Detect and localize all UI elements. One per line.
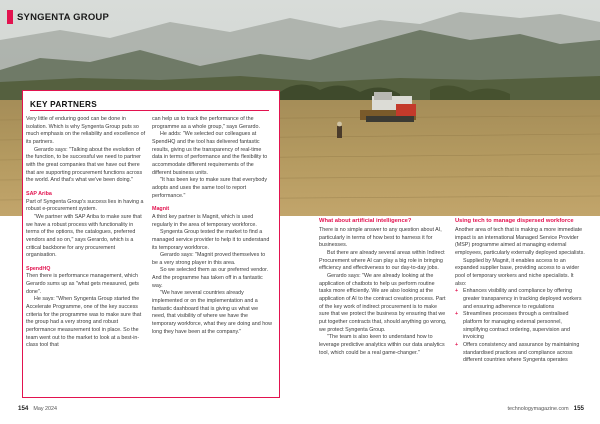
tech-section-heading: Using tech to manage dispersed workforce bbox=[455, 218, 574, 224]
paragraph: Another area of tech that is making a more immediate impact is an international Managed Service Provider (MSP) programme aimed at managing external employees, particularly externally deployed specialists. bbox=[455, 227, 585, 256]
ai-section-heading: What about artificial intelligence? bbox=[319, 218, 412, 224]
key-partners-column-1 bbox=[26, 116, 146, 350]
footer-right bbox=[508, 405, 584, 412]
paragraph: Gerardo says: "Talking about the evolution of the function, to be successful we need to partner with the great companies that we have out there that are supporting procurement functions across the world. And that's what we've been doing." bbox=[26, 146, 143, 184]
paragraph: A third key partner is Magnit, which is used regularly in the area of temporary workforce. bbox=[152, 213, 257, 228]
paragraph: Supplied by Magnit, it enables access to an expanded supplier base, providing access to a wider pool of temporary workers and niche specialists. It also: bbox=[455, 257, 580, 287]
key-partners-column-2 bbox=[152, 116, 272, 336]
key-partners-title: KEY PARTNERS bbox=[30, 100, 97, 109]
tech-section-column bbox=[455, 227, 585, 365]
subheading-spendhq: SpendHQ bbox=[26, 265, 51, 272]
paragraph: Then there is performance management, which Gerardo sums up as "what gets measured, gets done". bbox=[26, 273, 139, 295]
paragraph: He says: "When Syngenta Group started the Accelerate Programme, one of the key success criteria for the programme was to make sure that the group had a very strong and robust performance measurement tool in place. So the team went out to the market to look at a best-in-class tool that bbox=[26, 296, 142, 349]
paragraph: There is no simple answer to any question about AI, particularly in terms of how best to harness it for businesses. bbox=[319, 227, 442, 249]
subheading-magnit: Magnit bbox=[152, 206, 170, 213]
paragraph: can help us to track the performance of the programme as a whole group," says Gerardo. bbox=[152, 116, 260, 130]
footer-left bbox=[18, 405, 57, 412]
paragraph: Gerardo says: "Magnit proved themselves to be a very strong player in this area. bbox=[152, 252, 266, 266]
list-item: + Streamlines processes through a centralised platform for managing external personnel, simplifying contract ordering, supervision and invoicing bbox=[455, 311, 585, 342]
page-number-right: 155 bbox=[573, 405, 584, 412]
paragraph: Syngenta Group tested the market to find a managed service provider to help it to understand its temporary workforce. bbox=[152, 229, 270, 251]
subheading-sap-ariba: SAP Ariba bbox=[26, 190, 52, 197]
brand-accent-bar bbox=[7, 10, 13, 24]
paragraph: Gerardo says: "We are already looking at the application of chatbots to help us perform routine tasks more efficiently. We are also looking at the application of AI to the contract creation process. Part of the key work of indirect procurement is to make sure that we protect the business by ensuring that we put together contracts that, should anything go wrong, we protect Syngenta Group. bbox=[319, 272, 447, 333]
paragraph: Part of Syngenta Group's success lies in having a robust e-procurement system. bbox=[26, 198, 144, 213]
site-link[interactable]: technologymagazine.com bbox=[507, 406, 569, 412]
page-number-left: 154 bbox=[18, 405, 29, 412]
benefits-list bbox=[455, 288, 585, 365]
paragraph: "We have several countries already implemented or on the implementation and a fantastic dashboard that is giving us what we need, that visibility of where we have the temporary workforce, what they are doing and how long they have been at the company." bbox=[152, 290, 272, 335]
ai-section-column bbox=[319, 227, 447, 357]
list-item: + Offers consistency and assurance by maintaining standardised practices and compliance across different countries where Syngenta operates bbox=[455, 342, 585, 365]
issue-date: May 2024 bbox=[33, 406, 58, 412]
paragraph: So we selected them as our preferred vendor. And the programme has taken off in a fantastic way. bbox=[152, 267, 269, 289]
list-item: + Enhances visibility and compliance by offering greater transparency in tracking deployed workers and ensuring adherence to regulations bbox=[455, 288, 585, 311]
paragraph: "The team is also keen to understand how to leverage predictive analytics within our data analytics tool, which could be a real game-changer." bbox=[319, 334, 445, 356]
key-partners-divider bbox=[30, 110, 269, 111]
paragraph: Very little of enduring good can be done in isolation. Which is why Syngenta Group puts so much emphasis on the reliability and excellence of its partners. bbox=[26, 116, 146, 145]
paragraph: He adds: "We selected our colleagues at SpendHQ and the tool has delivered fantastic results, giving us the transparency of real-time data in terms of performance and the flexibility to accommodate different requirements of the different business units. bbox=[152, 131, 268, 176]
paragraph: "It has been key to make sure that everybody adopts and uses the same tool to report performance." bbox=[152, 177, 268, 199]
paragraph: But there are already several areas within Indirect Procurement where AI can play a big role in bringing efficiency and effectiveness to our day-to-day jobs. bbox=[319, 249, 445, 272]
paragraph: "We partner with SAP Ariba to make sure that we have a robust process with functionality in terms of the options, the catalogues, preferred vendors and so on," says Gerardo, which is a critical backbone for any procurement organisation. bbox=[26, 213, 142, 259]
brand-name: SYNGENTA GROUP bbox=[17, 11, 110, 23]
brand-header bbox=[0, 10, 109, 24]
